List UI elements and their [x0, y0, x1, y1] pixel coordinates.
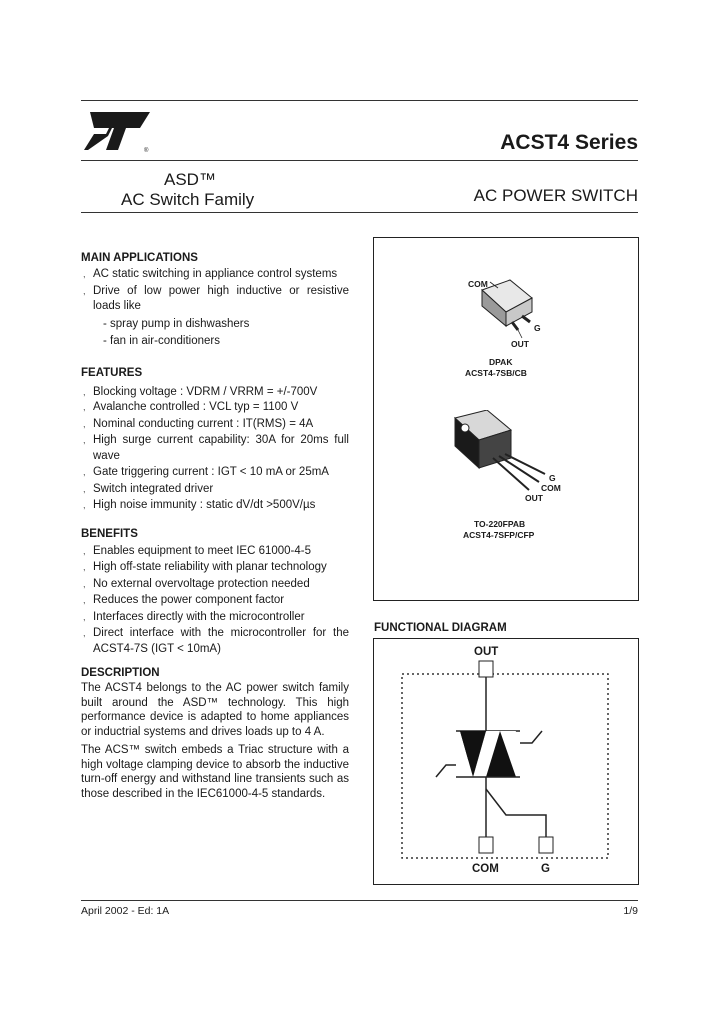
footer-date: April 2002 - Ed: 1A: [81, 905, 170, 917]
family-line2: AC Switch Family: [121, 190, 255, 209]
list-item: - fan in air-conditioners: [81, 333, 349, 350]
functional-diagram-heading: FUNCTIONAL DIAGRAM: [374, 622, 507, 634]
triac-schematic: [374, 639, 638, 889]
list-item: , High off-state reliability with planar technology: [81, 560, 349, 576]
footer-rule: [81, 900, 638, 901]
dpak-pin-com: COM: [468, 279, 488, 289]
benefits-heading: BENEFITS: [81, 527, 138, 540]
title-rule: [81, 160, 638, 161]
dpak-part: ACST4-7SB/CB: [465, 368, 527, 378]
to220-pin-com: COM: [541, 483, 561, 493]
dpak-pin-out: OUT: [511, 339, 529, 349]
footer-page: 1/9: [623, 905, 638, 917]
series-title: ACST4 Series: [500, 131, 638, 154]
description-para1: The ACST4 belongs to the AC power switch family built around the ASD™ technology. This high performance device is adapted to home appliances or inductrial systems and drives loads up to 4 A.: [81, 682, 349, 738]
family-line1: ASD™: [164, 170, 216, 189]
svg-text:®: ®: [144, 148, 149, 154]
list-item: , Reduces the power component factor: [81, 593, 349, 609]
product-type: AC POWER SWITCH: [473, 186, 638, 205]
description-para2: The ACS™ switch embeds a Triac structure with a high voltage clamping device to absorb the inductive turn-off energy and withstand line transients such as those described in the IEC61000-4-5 standards.: [81, 744, 349, 800]
list-item: , Interfaces directly with the microcontroller: [81, 610, 349, 626]
benefits-list: [81, 544, 349, 658]
main-applications-sublist: [81, 316, 349, 350]
dpak-name: DPAK: [489, 357, 513, 367]
list-item: , Enables equipment to meet IEC 61000-4-5: [81, 544, 349, 560]
st-logo: [82, 108, 154, 159]
diagram-pin-out: OUT: [474, 646, 499, 658]
to220-part: ACST4-7SFP/CFP: [463, 530, 535, 540]
list-item: , Drive of low power high inductive or resistive loads like: [81, 284, 349, 315]
list-item: , AC static switching in appliance control systems: [81, 267, 349, 283]
main-applications-heading: MAIN APPLICATIONS: [81, 252, 198, 264]
to220-pin-out: OUT: [525, 493, 543, 503]
list-item: , No external overvoltage protection needed: [81, 577, 349, 593]
features-list: [81, 385, 349, 514]
list-item: - spray pump in dishwashers: [81, 316, 349, 333]
list-item: , High surge current capability: 30A for 20ms full wave: [81, 433, 349, 464]
list-item: , Gate triggering current : IGT < 10 mA or 25mA: [81, 465, 349, 481]
diagram-pin-g: G: [541, 863, 550, 875]
list-item: , Direct interface with the microcontroller for the ACST4-7S (IGT < 10mA): [81, 626, 349, 657]
list-item: , High noise immunity : static dV/dt >500V/µs: [81, 498, 349, 514]
list-item: , Blocking voltage : VDRM / VRRM = +/-700V: [81, 385, 349, 401]
subtitle-rule: [81, 212, 638, 213]
dpak-pin-g: G: [534, 323, 541, 333]
list-item: , Switch integrated driver: [81, 482, 349, 498]
description-heading: DESCRIPTION: [81, 667, 160, 679]
list-item: , Nominal conducting current : IT(RMS) = 4A: [81, 417, 349, 433]
diagram-pin-com: COM: [472, 863, 499, 875]
main-applications-list: [81, 267, 349, 315]
to220-pin-g: G: [549, 473, 556, 483]
features-heading: FEATURES: [81, 366, 143, 379]
to220-drawing: [445, 410, 555, 505]
top-rule: [81, 100, 638, 101]
to220-name: TO-220FPAB: [474, 519, 526, 529]
left-column: [81, 252, 349, 801]
list-item: , Avalanche controlled : VCL typ = 1100 V: [81, 400, 349, 416]
